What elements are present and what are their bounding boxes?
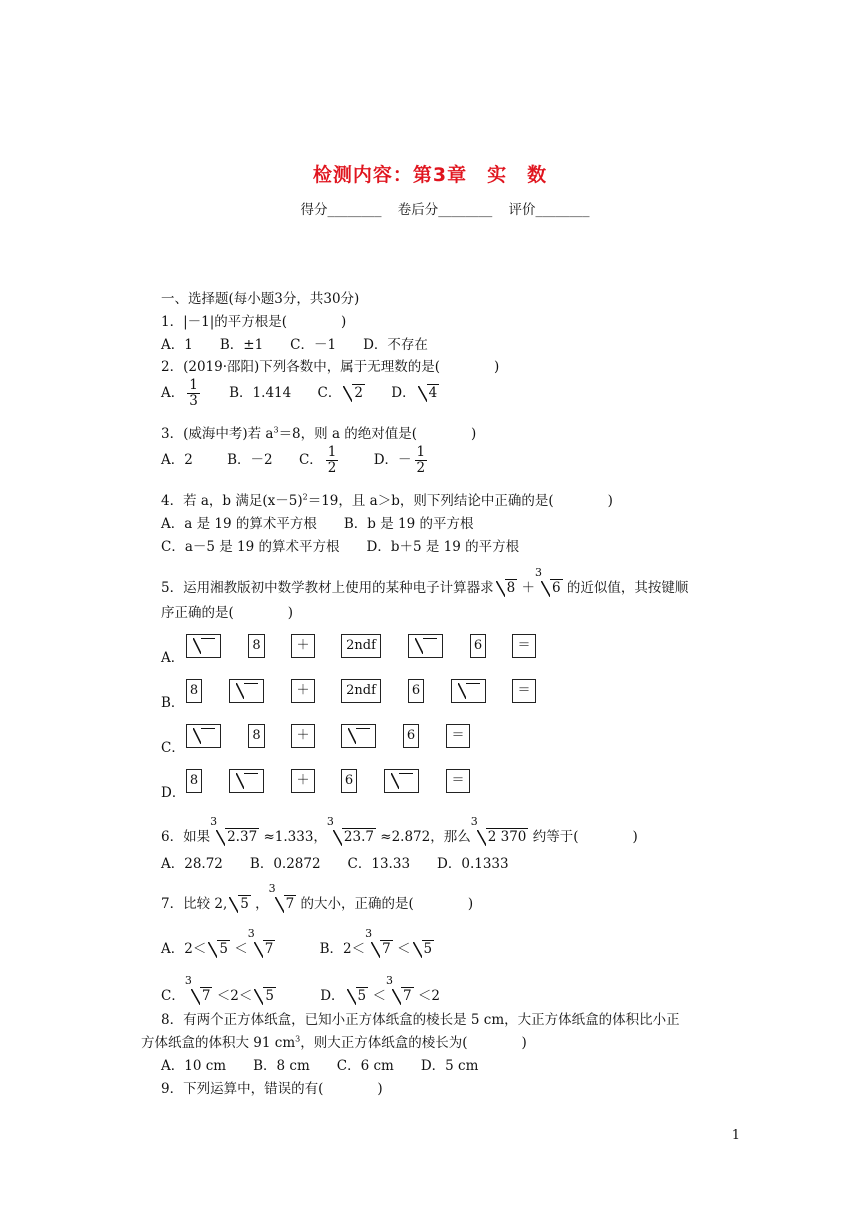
q7-b-label: B．2＜ [319, 941, 366, 957]
q7-c-mid: ＜2＜ [216, 988, 253, 1004]
q7-radicand-5: 5 [240, 896, 249, 912]
q5-option-b-label: B． [161, 695, 185, 711]
sqrt-icon [458, 683, 480, 699]
sqrt-key [384, 769, 419, 793]
evaluation-label: 评价________ [508, 202, 590, 218]
after-score-label: 卷后分________ [397, 202, 493, 218]
q7-a-label: A．2＜ [161, 941, 207, 957]
q7-a-sqrt5 [208, 940, 230, 958]
q2-radical-c [343, 384, 365, 402]
key-6: 6 [470, 634, 486, 658]
q7-c-index: 3 [184, 974, 192, 987]
sqrt-key [341, 724, 376, 748]
q7-b-lt: ＜ [397, 941, 411, 957]
question-3-options [161, 445, 430, 476]
q3-option-c-label: C． [298, 452, 323, 468]
q7-b-radicand-7: 7 [382, 941, 391, 957]
key-6: 6 [403, 724, 419, 748]
question-9-stem: 9．下列运算中，错误的有( ) [161, 1081, 383, 1097]
q5-radicand-1: 8 [506, 580, 516, 596]
key-plus: ＋ [291, 769, 315, 793]
q5-radical-2 [534, 566, 563, 597]
question-1-options: A．1 B．±1 C．－1 D．不存在 [161, 337, 428, 353]
question-6-options: A．28.72 B．0.2872 C．13.33 D．0.1333 [161, 856, 509, 872]
question-5-stem-line2: 序正确的是( ) [161, 605, 294, 621]
q7-d-sqrt5 [347, 987, 369, 1005]
q7-a-radicand-5: 5 [219, 941, 228, 957]
q6-index-3: 3 [470, 815, 478, 828]
section-heading: 一、选择题(每小题3分，共30分) [161, 291, 360, 307]
sqrt-icon [193, 728, 215, 744]
key-6: 6 [341, 769, 357, 793]
q7-a-index: 3 [247, 927, 255, 940]
question-7-stem [161, 882, 474, 913]
q4-stem-post: ＝19，且 a＞b，则下列结论中正确的是( ) [307, 493, 613, 509]
q5-radicand-2: 6 [551, 580, 561, 596]
sqrt-icon [391, 773, 413, 789]
q2-option-c-label: C． [317, 385, 342, 401]
key-8: 8 [186, 679, 202, 703]
sqrt-key [451, 679, 486, 703]
q7-c-radicand-7: 7 [201, 988, 211, 1004]
sqrt-icon [236, 683, 258, 699]
q2-option-d-label: D． [391, 385, 416, 401]
key-plus: ＋ [291, 724, 315, 748]
question-2-options [161, 378, 439, 409]
question-8-line1: 8．有两个正方体纸盒，已知小正方体纸盒的棱长是 5 cm，大正方体纸盒的体积比小正 [161, 1012, 680, 1028]
q7-d-cbrt7 [385, 974, 414, 1005]
question-3-stem [161, 422, 476, 442]
sqrt-key [408, 634, 443, 658]
q6-index-1: 3 [210, 815, 218, 828]
q7-c-sqrt5 [254, 987, 276, 1005]
q5-stem-post: 的近似值，其按键顺 [566, 580, 689, 596]
key-8: 8 [248, 634, 265, 658]
key-8: 8 [186, 769, 202, 793]
q6-radical-1 [210, 815, 259, 846]
question-1-stem: 1．|－1|的平方根是( ) [161, 314, 347, 330]
score-line [0, 198, 860, 218]
q6-mid2: ≈2.872，那么 [380, 829, 471, 845]
q7-radicand-7: 7 [285, 896, 295, 912]
q7-c-radicand-5: 5 [265, 988, 274, 1004]
q7-a-lt: ＜ [234, 941, 248, 957]
q3-stem-post: ＝8，则 a 的绝对值是( ) [278, 426, 477, 442]
key-plus: ＋ [291, 634, 315, 658]
q7-d-radicand-7: 7 [402, 988, 412, 1004]
q7-post: 的大小，正确的是( ) [300, 896, 474, 912]
q2-option-a-label: A． [161, 385, 185, 401]
q7-d-end: ＜2 [417, 988, 440, 1004]
q3-d-denominator: 2 [416, 460, 426, 476]
q6-radicand-2: 23.7 [343, 829, 374, 845]
q2-radicand-c: 2 [354, 385, 363, 401]
q5-plus: ＋ [521, 580, 535, 596]
q7-d-label: D． [320, 988, 345, 1004]
q6-post: 约等于( ) [532, 829, 638, 845]
q7-sep: ， [255, 896, 269, 912]
key-equals: ＝ [446, 724, 470, 748]
q5-root-index: 3 [534, 566, 542, 579]
q3-c-denominator: 2 [327, 460, 337, 476]
q7-c-cbrt7 [184, 974, 213, 1005]
question-7-options-cd [161, 974, 440, 1005]
q4-stem-pre: 4．若 a，b 满足(x－5) [161, 493, 303, 509]
q5-option-d-label: D． [161, 785, 186, 801]
q7-b-radicand-5: 5 [423, 941, 433, 957]
key-plus: ＋ [291, 679, 315, 703]
q3-fraction-c [326, 445, 339, 476]
key-equals: ＝ [512, 634, 536, 658]
key-2ndf: 2ndf [341, 679, 381, 703]
q3-option-a: A．2 [161, 452, 193, 468]
q7-a-radicand-7: 7 [264, 941, 274, 957]
q3-d-numerator: 1 [416, 444, 426, 460]
q2-numerator: 1 [189, 377, 198, 393]
q3-stem-sup: 3 [273, 425, 279, 435]
q6-pre: 6．如果 [161, 829, 211, 845]
q6-radical-3 [470, 815, 529, 846]
key-8: 8 [248, 724, 265, 748]
page-title: 检测内容：第3章 实 数 [312, 164, 548, 186]
q3-fraction-d [415, 445, 428, 476]
key-2ndf: 2ndf [341, 634, 381, 658]
question-6-stem [161, 815, 638, 846]
sqrt-icon [236, 773, 258, 789]
q2-radicand-d: 4 [428, 385, 438, 401]
question-5-stem [161, 566, 689, 597]
question-4-stem [161, 489, 613, 509]
q7-index: 3 [268, 882, 276, 895]
q6-radical-2 [326, 815, 376, 846]
score-label: 得分________ [300, 202, 382, 218]
q6-radicand-3: 2 370 [487, 829, 527, 845]
key-6: 6 [408, 679, 424, 703]
q8-line2-post: ，则大正方体纸盒的棱长为( ) [300, 1035, 527, 1051]
q5-radical-1 [496, 579, 518, 597]
q7-radical-cbrt7 [268, 882, 297, 913]
question-8-options: A．10 cm B．8 cm C．6 cm D．5 cm [161, 1058, 479, 1074]
q7-b-sqrt5 [413, 940, 435, 958]
q7-radical-sqrt5 [229, 895, 251, 913]
q7-d-index: 3 [385, 974, 393, 987]
q7-c-label: C． [161, 988, 185, 1004]
q7-d-radicand-5: 5 [357, 988, 367, 1004]
q2-radical-d [418, 384, 440, 402]
q4-stem-sup: 2 [302, 492, 308, 502]
sqrt-key [229, 769, 264, 793]
q3-option-b: B．－2 [227, 452, 273, 468]
q3-c-numerator: 1 [327, 444, 337, 460]
question-4-options-ab: A．a 是 19 的算术平方根 B．b 是 19 的平方根 [161, 516, 474, 532]
q6-mid1: ≈1.333， [263, 829, 327, 845]
question-7-options-ab [161, 927, 434, 958]
q6-radicand-1: 2.37 [227, 829, 258, 845]
sqrt-icon [348, 728, 370, 744]
q5-option-a-label: A． [161, 650, 185, 666]
q7-a-cbrt7 [247, 927, 276, 958]
q2-fraction [187, 378, 200, 409]
q7-pre: 7．比较 2, [161, 896, 228, 912]
q2-option-b: B．1.414 [229, 385, 292, 401]
sqrt-icon [193, 638, 215, 654]
sqrt-key [186, 634, 221, 658]
sqrt-key [229, 679, 264, 703]
q2-denominator: 3 [189, 393, 198, 409]
key-equals: ＝ [512, 679, 536, 703]
question-4-options-cd: C．a－5 是 19 的算术平方根 D．b＋5 是 19 的平方根 [161, 539, 520, 555]
q3-stem-pre: 3．(威海中考)若 a [161, 426, 274, 442]
q7-b-cbrt7 [365, 927, 393, 958]
sqrt-icon [415, 638, 437, 654]
q5-option-c-label: C． [161, 740, 185, 756]
sqrt-key [186, 724, 221, 748]
q6-index-2: 3 [326, 815, 334, 828]
q7-d-lt: ＜ [372, 988, 386, 1004]
q8-line2-pre: 方体纸盒的体积大 91 cm [141, 1035, 296, 1051]
key-equals: ＝ [446, 769, 470, 793]
question-8-line2 [141, 1031, 527, 1051]
q8-line2-sup: 3 [295, 1034, 301, 1044]
question-2-stem: 2．(2019·邵阳)下列各数中，属于无理数的是( ) [161, 359, 500, 375]
q3-option-d-label: D．－ [373, 452, 412, 468]
page-number: 1 [731, 1128, 740, 1143]
q5-stem-pre: 5．运用湘教版初中数学教材上使用的某种电子计算器求 [161, 580, 494, 596]
q7-b-index: 3 [365, 927, 373, 940]
